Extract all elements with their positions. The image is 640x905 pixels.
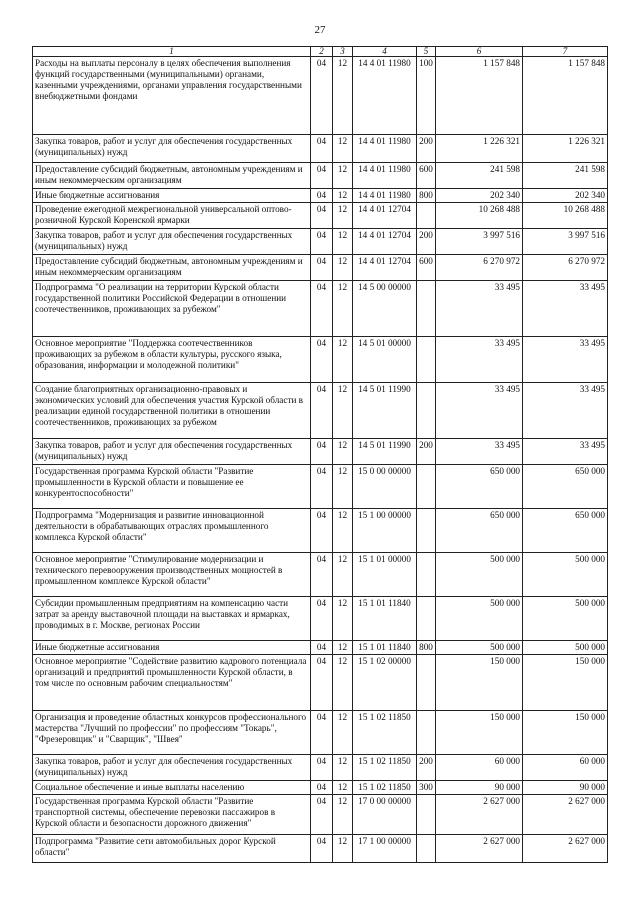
amount-col7: 33 495 <box>523 281 608 337</box>
subsection-code: 12 <box>333 163 353 189</box>
budget-table <box>32 46 608 863</box>
table-row <box>33 597 608 641</box>
amount-col7: 500 000 <box>523 597 608 641</box>
row-name: Подпрограмма "Модернизация и развитие инновационной деятельности в обрабатывающих отраслях промышленного комплекса Курской области" <box>33 509 311 553</box>
target-article-code: 15 1 02 11850 <box>353 781 417 795</box>
row-name: Проведение ежегодной межрегиональной универсальной оптово-розничной Курской Коренской ярмарки <box>33 203 311 229</box>
table-row <box>33 835 608 863</box>
amount-col7: 1 226 321 <box>523 135 608 163</box>
subsection-code: 12 <box>333 655 353 711</box>
expense-type-code: 800 <box>417 189 436 203</box>
subsection-code: 12 <box>333 203 353 229</box>
expense-type-code <box>417 465 436 509</box>
section-code: 04 <box>311 597 333 641</box>
section-code: 04 <box>311 57 333 135</box>
expense-type-code <box>417 203 436 229</box>
amount-col6: 150 000 <box>436 655 523 711</box>
section-code: 04 <box>311 795 333 835</box>
target-article-code: 14 5 00 00000 <box>353 281 417 337</box>
row-name: Закупка товаров, работ и услуг для обеспечения государственных (муниципальных) нужд <box>33 135 311 163</box>
subsection-code: 12 <box>333 255 353 281</box>
column-header: 5 <box>417 47 436 57</box>
section-code: 04 <box>311 509 333 553</box>
subsection-code: 12 <box>333 711 353 755</box>
target-article-code: 15 1 02 00000 <box>353 655 417 711</box>
table-row <box>33 281 608 337</box>
row-name: Расходы на выплаты персоналу в целях обеспечения выполнения функций государственными (муниципальными) органами, казенными учреждениями, органами управления государственными внебюджетными фондами <box>33 57 311 135</box>
expense-type-code: 200 <box>417 755 436 781</box>
expense-type-code <box>417 281 436 337</box>
section-code: 04 <box>311 383 333 439</box>
column-header: 3 <box>333 47 353 57</box>
row-name: Закупка товаров, работ и услуг для обеспечения государственных (муниципальных) нужд <box>33 439 311 465</box>
expense-type-code: 100 <box>417 57 436 135</box>
row-name: Подпрограмма "Развитие сети автомобильных дорог Курской области" <box>33 835 311 863</box>
expense-type-code: 600 <box>417 163 436 189</box>
table-row <box>33 383 608 439</box>
target-article-code: 14 4 01 11980 <box>353 163 417 189</box>
amount-col7: 650 000 <box>523 465 608 509</box>
table-row <box>33 641 608 655</box>
subsection-code: 12 <box>333 835 353 863</box>
target-article-code: 17 1 00 00000 <box>353 835 417 863</box>
row-name: Основное мероприятие "Содействие развитию кадрового потенциала организаций и предприятий промышленности Курской области, в том числе по основным рабочим специальностям" <box>33 655 311 711</box>
page-number: 27 <box>314 24 326 36</box>
expense-type-code <box>417 711 436 755</box>
subsection-code: 12 <box>333 597 353 641</box>
amount-col6: 3 997 516 <box>436 229 523 255</box>
amount-col6: 2 627 000 <box>436 835 523 863</box>
subsection-code: 12 <box>333 509 353 553</box>
target-article-code: 15 1 01 11840 <box>353 597 417 641</box>
expense-type-code <box>417 597 436 641</box>
expense-type-code: 300 <box>417 781 436 795</box>
section-code: 04 <box>311 337 333 383</box>
section-code: 04 <box>311 281 333 337</box>
target-article-code: 14 5 01 11990 <box>353 383 417 439</box>
amount-col6: 1 226 321 <box>436 135 523 163</box>
amount-col6: 60 000 <box>436 755 523 781</box>
section-code: 04 <box>311 835 333 863</box>
section-code: 04 <box>311 255 333 281</box>
section-code: 04 <box>311 465 333 509</box>
expense-type-code <box>417 655 436 711</box>
section-code: 04 <box>311 655 333 711</box>
amount-col6: 33 495 <box>436 439 523 465</box>
amount-col6: 202 340 <box>436 189 523 203</box>
section-code: 04 <box>311 203 333 229</box>
expense-type-code <box>417 795 436 835</box>
expense-type-code: 200 <box>417 229 436 255</box>
target-article-code: 14 4 01 12704 <box>353 255 417 281</box>
table-row <box>33 465 608 509</box>
header-row <box>33 47 608 57</box>
subsection-code: 12 <box>333 383 353 439</box>
column-header: 6 <box>436 47 523 57</box>
table-row <box>33 509 608 553</box>
table-row <box>33 711 608 755</box>
subsection-code: 12 <box>333 781 353 795</box>
section-code: 04 <box>311 229 333 255</box>
table-row <box>33 795 608 835</box>
amount-col6: 650 000 <box>436 465 523 509</box>
expense-type-code: 600 <box>417 255 436 281</box>
expense-type-code <box>417 553 436 597</box>
amount-col6: 500 000 <box>436 553 523 597</box>
table-row <box>33 553 608 597</box>
amount-col7: 2 627 000 <box>523 795 608 835</box>
section-code: 04 <box>311 641 333 655</box>
table-row <box>33 439 608 465</box>
expense-type-code <box>417 509 436 553</box>
row-name: Закупка товаров, работ и услуг для обеспечения государственных (муниципальных) нужд <box>33 229 311 255</box>
subsection-code: 12 <box>333 135 353 163</box>
amount-col6: 500 000 <box>436 641 523 655</box>
expense-type-code: 200 <box>417 439 436 465</box>
subsection-code: 12 <box>333 755 353 781</box>
subsection-code: 12 <box>333 641 353 655</box>
target-article-code: 15 1 01 11840 <box>353 641 417 655</box>
amount-col6: 1 157 848 <box>436 57 523 135</box>
row-name: Иные бюджетные ассигнования <box>33 641 311 655</box>
amount-col7: 150 000 <box>523 655 608 711</box>
row-name: Предоставление субсидий бюджетным, автономным учреждениям и иным некоммерческим организациям <box>33 163 311 189</box>
subsection-code: 12 <box>333 337 353 383</box>
amount-col6: 500 000 <box>436 597 523 641</box>
table-row <box>33 189 608 203</box>
expense-type-code <box>417 835 436 863</box>
amount-col7: 6 270 972 <box>523 255 608 281</box>
amount-col7: 60 000 <box>523 755 608 781</box>
amount-col7: 500 000 <box>523 641 608 655</box>
amount-col6: 90 000 <box>436 781 523 795</box>
subsection-code: 12 <box>333 439 353 465</box>
table-row <box>33 229 608 255</box>
section-code: 04 <box>311 439 333 465</box>
target-article-code: 14 5 01 00000 <box>353 337 417 383</box>
section-code: 04 <box>311 189 333 203</box>
row-name: Создание благоприятных организационно-правовых и экономических условий для обеспечения участия Курской области в реализации единой государственной политики в отношении соотечественников, проживающих за рубежом <box>33 383 311 439</box>
amount-col7: 33 495 <box>523 337 608 383</box>
subsection-code: 12 <box>333 57 353 135</box>
table-row <box>33 255 608 281</box>
target-article-code: 15 1 02 11850 <box>353 755 417 781</box>
table-row <box>33 337 608 383</box>
row-name: Социальное обеспечение и иные выплаты населению <box>33 781 311 795</box>
subsection-code: 12 <box>333 229 353 255</box>
row-name: Основное мероприятие "Поддержка соотечественников проживающих за рубежом в области культуры, русского языка, образования, информации и молодежной политики" <box>33 337 311 383</box>
subsection-code: 12 <box>333 553 353 597</box>
target-article-code: 14 4 01 11980 <box>353 135 417 163</box>
table-row <box>33 655 608 711</box>
row-name: Государственная программа Курской области "Развитие транспортной системы, обеспечение перевозки пассажиров в Курской области и безопасности дорожного движения" <box>33 795 311 835</box>
amount-col6: 2 627 000 <box>436 795 523 835</box>
subsection-code: 12 <box>333 281 353 337</box>
column-header: 7 <box>523 47 608 57</box>
amount-col7: 500 000 <box>523 553 608 597</box>
subsection-code: 12 <box>333 189 353 203</box>
amount-col6: 241 598 <box>436 163 523 189</box>
amount-col6: 10 268 488 <box>436 203 523 229</box>
row-name: Закупка товаров, работ и услуг для обеспечения государственных (муниципальных) нужд <box>33 755 311 781</box>
amount-col7: 241 598 <box>523 163 608 189</box>
expense-type-code: 800 <box>417 641 436 655</box>
target-article-code: 15 1 00 00000 <box>353 509 417 553</box>
table-row <box>33 163 608 189</box>
row-name: Предоставление субсидий бюджетным, автономным учреждениям и иным некоммерческим организациям <box>33 255 311 281</box>
section-code: 04 <box>311 163 333 189</box>
target-article-code: 15 0 00 00000 <box>353 465 417 509</box>
amount-col6: 650 000 <box>436 509 523 553</box>
amount-col7: 202 340 <box>523 189 608 203</box>
table-row <box>33 203 608 229</box>
expense-type-code <box>417 383 436 439</box>
subsection-code: 12 <box>333 795 353 835</box>
table-row <box>33 135 608 163</box>
table-row <box>33 755 608 781</box>
amount-col7: 150 000 <box>523 711 608 755</box>
target-article-code: 14 4 01 12704 <box>353 229 417 255</box>
target-article-code: 14 4 01 11980 <box>353 57 417 135</box>
expense-type-code: 200 <box>417 135 436 163</box>
target-article-code: 14 5 01 11990 <box>353 439 417 465</box>
amount-col7: 2 627 000 <box>523 835 608 863</box>
table-row <box>33 57 608 135</box>
amount-col7: 650 000 <box>523 509 608 553</box>
expense-type-code <box>417 337 436 383</box>
amount-col6: 33 495 <box>436 383 523 439</box>
section-code: 04 <box>311 711 333 755</box>
section-code: 04 <box>311 755 333 781</box>
target-article-code: 17 0 00 00000 <box>353 795 417 835</box>
section-code: 04 <box>311 553 333 597</box>
target-article-code: 14 4 01 11980 <box>353 189 417 203</box>
row-name: Организация и проведение областных конкурсов профессионального мастерства "Лучший по профессии" по профессиям "Токарь", "Фрезеровщик" и "Сварщик", "Швея" <box>33 711 311 755</box>
table-row <box>33 781 608 795</box>
row-name: Подпрограмма "О реализации на территории Курской области государственной политики Российской Федерации в отношении соотечественников, проживающих за рубежом" <box>33 281 311 337</box>
amount-col7: 33 495 <box>523 383 608 439</box>
amount-col7: 90 000 <box>523 781 608 795</box>
row-name: Субсидии промышленным предприятиям на компенсацию части затрат за аренду выставочной площади на выставках и ярмарках, проводимых в г. Москве, регионах России <box>33 597 311 641</box>
amount-col6: 6 270 972 <box>436 255 523 281</box>
column-header: 2 <box>311 47 333 57</box>
row-name: Государственная программа Курской области "Развитие промышленности в Курской области и повышение ее конкурентоспособности" <box>33 465 311 509</box>
column-header: 1 <box>33 47 311 57</box>
amount-col7: 1 157 848 <box>523 57 608 135</box>
amount-col7: 33 495 <box>523 439 608 465</box>
amount-col6: 33 495 <box>436 281 523 337</box>
amount-col7: 3 997 516 <box>523 229 608 255</box>
amount-col7: 10 268 488 <box>523 203 608 229</box>
target-article-code: 14 4 01 12704 <box>353 203 417 229</box>
target-article-code: 15 1 01 00000 <box>353 553 417 597</box>
column-header: 4 <box>353 47 417 57</box>
target-article-code: 15 1 02 11850 <box>353 711 417 755</box>
row-name: Основное мероприятие "Стимулирование модернизации и технического перевооружения производственных мощностей в промышленном комплексе Курской области" <box>33 553 311 597</box>
row-name: Иные бюджетные ассигнования <box>33 189 311 203</box>
section-code: 04 <box>311 135 333 163</box>
subsection-code: 12 <box>333 465 353 509</box>
amount-col6: 33 495 <box>436 337 523 383</box>
amount-col6: 150 000 <box>436 711 523 755</box>
section-code: 04 <box>311 781 333 795</box>
